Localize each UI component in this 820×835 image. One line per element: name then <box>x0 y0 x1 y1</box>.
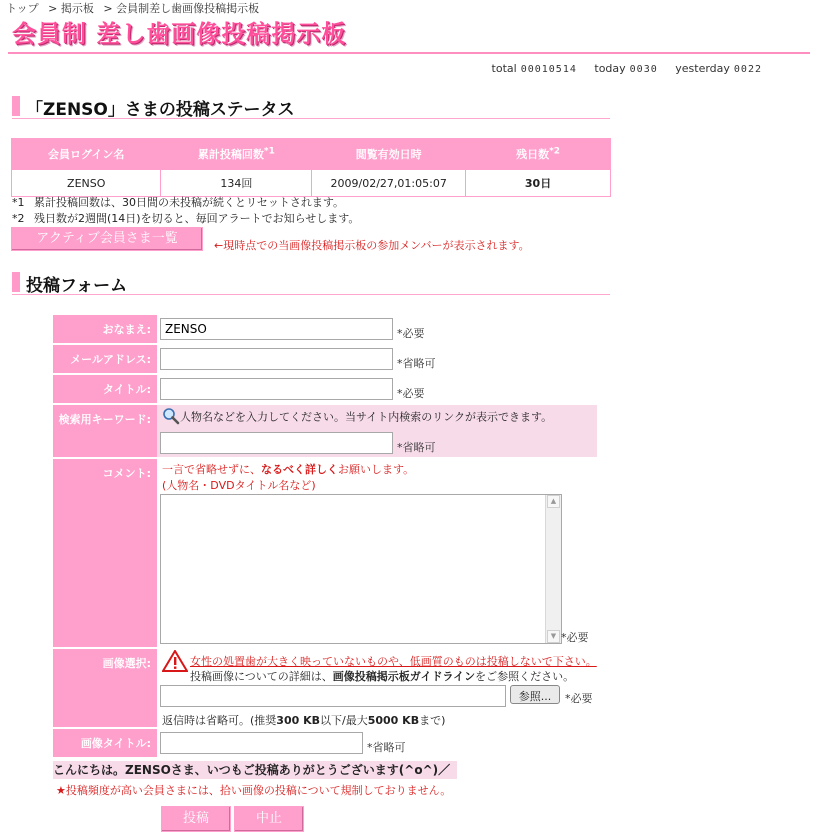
magnifier-icon <box>162 407 180 428</box>
status-table <box>11 138 611 197</box>
name-input[interactable] <box>160 318 393 340</box>
form-section-header <box>12 272 610 295</box>
cancel-button[interactable]: 中止 <box>234 806 304 832</box>
size-note: 返信時は省略可。(推奨300 KB以下/最大5000 KBまで) <box>162 714 446 727</box>
counter-total-label: total <box>491 62 517 75</box>
image-title-input[interactable] <box>160 732 363 754</box>
image-detail: 投稿画像についての詳細は、画像投稿掲示板ガイドラインをご参照ください。 <box>190 670 575 683</box>
counter-today-value: 0030 <box>629 64 658 75</box>
name-required: *必要 <box>397 327 425 340</box>
active-members-button[interactable]: アクティブ会員さま一覧 <box>11 227 203 251</box>
comment-hint-2: (人物名・DVDタイトル名など) <box>162 479 316 492</box>
submit-button[interactable]: 投稿 <box>161 806 231 832</box>
guideline-link[interactable]: 画像投稿掲示板ガイドライン <box>332 670 476 683</box>
image-file-input[interactable] <box>160 685 506 707</box>
rule-note: ★投稿頻度が高い会員さまには、拾い画像の投稿について規制しておりません。 <box>56 784 452 797</box>
login-name-cell: ZENSO <box>12 170 161 197</box>
site-title: 会員制 差し歯画像投稿掲示板 <box>12 20 347 48</box>
note-2: *2 残日数が2週間(14日)を切ると、毎回アラートでお知らせします。 <box>12 212 360 225</box>
image-required: *必要 <box>565 692 593 705</box>
keyword-input[interactable] <box>160 432 393 454</box>
image-warning: 女性の処置歯が大きく映っていないものや、低画質のものは投稿しないで下さい。 <box>190 655 597 668</box>
keyword-optional: *省略可 <box>397 441 436 454</box>
comment-textarea[interactable] <box>160 494 562 644</box>
counter-yesterday-label: yesterday <box>675 62 730 75</box>
col-post-count: 累計投稿回数$^{*1}$ <box>161 139 312 170</box>
col-login-name: 会員ログイン名 <box>12 139 161 170</box>
comment-hint-1: 一言で省略せずに、なるべく詳しくお願いします。 <box>162 463 415 476</box>
header-divider <box>8 52 810 54</box>
email-input[interactable] <box>160 348 393 370</box>
counter-yesterday-value: 0022 <box>733 64 762 75</box>
comment-required: *必要 <box>561 631 589 644</box>
subject-input[interactable] <box>160 378 393 400</box>
email-optional: *省略可 <box>397 357 436 370</box>
breadcrumb-top-link[interactable]: トップ <box>6 2 39 15</box>
star-icon: ★ <box>56 784 66 797</box>
comment-scrollbar[interactable] <box>545 495 561 643</box>
note-1: *1 累計投稿回数は、30日間の未投稿が続くとリセットされます。 <box>12 196 345 209</box>
status-data-row <box>12 170 611 197</box>
email-label: メールアドレス: <box>53 345 157 373</box>
days-left-cell: 30日 <box>466 170 611 197</box>
access-counter <box>478 62 762 75</box>
status-section-title: 「ZENSO」さまの投稿ステータス <box>26 100 295 120</box>
keyword-label: 検索用キーワード: <box>53 405 157 457</box>
warning-triangle-icon <box>162 650 188 675</box>
section-marker <box>12 96 20 116</box>
status-section-header <box>12 96 610 119</box>
counter-today-label: today <box>594 62 626 75</box>
keyword-hint-line <box>162 407 552 428</box>
scroll-down-icon[interactable]: ▼ <box>547 630 560 643</box>
subject-required: *必要 <box>397 387 425 400</box>
breadcrumb-board-link[interactable]: > 掲示板 <box>48 2 94 15</box>
keyword-hint: 人物名などを入力してください。当サイト内検索のリンクが表示できます。 <box>180 410 553 424</box>
comment-label: コメント: <box>53 459 157 647</box>
image-title-label: 画像タイトル: <box>53 729 157 757</box>
post-count-cell: 134回 <box>161 170 312 197</box>
form-section-title: 投稿フォーム <box>26 276 128 296</box>
scroll-up-icon[interactable]: ▲ <box>547 495 560 508</box>
browse-button[interactable]: 参照... <box>510 685 560 704</box>
image-label: 画像選択: <box>53 649 157 727</box>
counter-total-value: 00010514 <box>520 64 577 75</box>
section-marker <box>12 272 20 292</box>
name-label: おなまえ: <box>53 315 157 343</box>
status-header-row <box>12 139 611 170</box>
active-members-note: ←現時点での当画像投稿掲示板の参加メンバーが表示されます。 <box>214 239 530 252</box>
col-days-left: 残日数$^{*2}$ <box>466 139 611 170</box>
breadcrumb-current: > 会員制差し歯画像投稿掲示板 <box>103 2 260 15</box>
col-valid-until: 閲覧有効日時 <box>312 139 466 170</box>
image-title-optional: *省略可 <box>367 741 406 754</box>
valid-until-cell: 2009/02/27,01:05:07 <box>312 170 466 197</box>
subject-label: タイトル: <box>53 375 157 403</box>
greeting-message: こんにちは。ZENSOさま、いつもご投稿ありがとうございます(^o^)／ <box>53 761 457 779</box>
